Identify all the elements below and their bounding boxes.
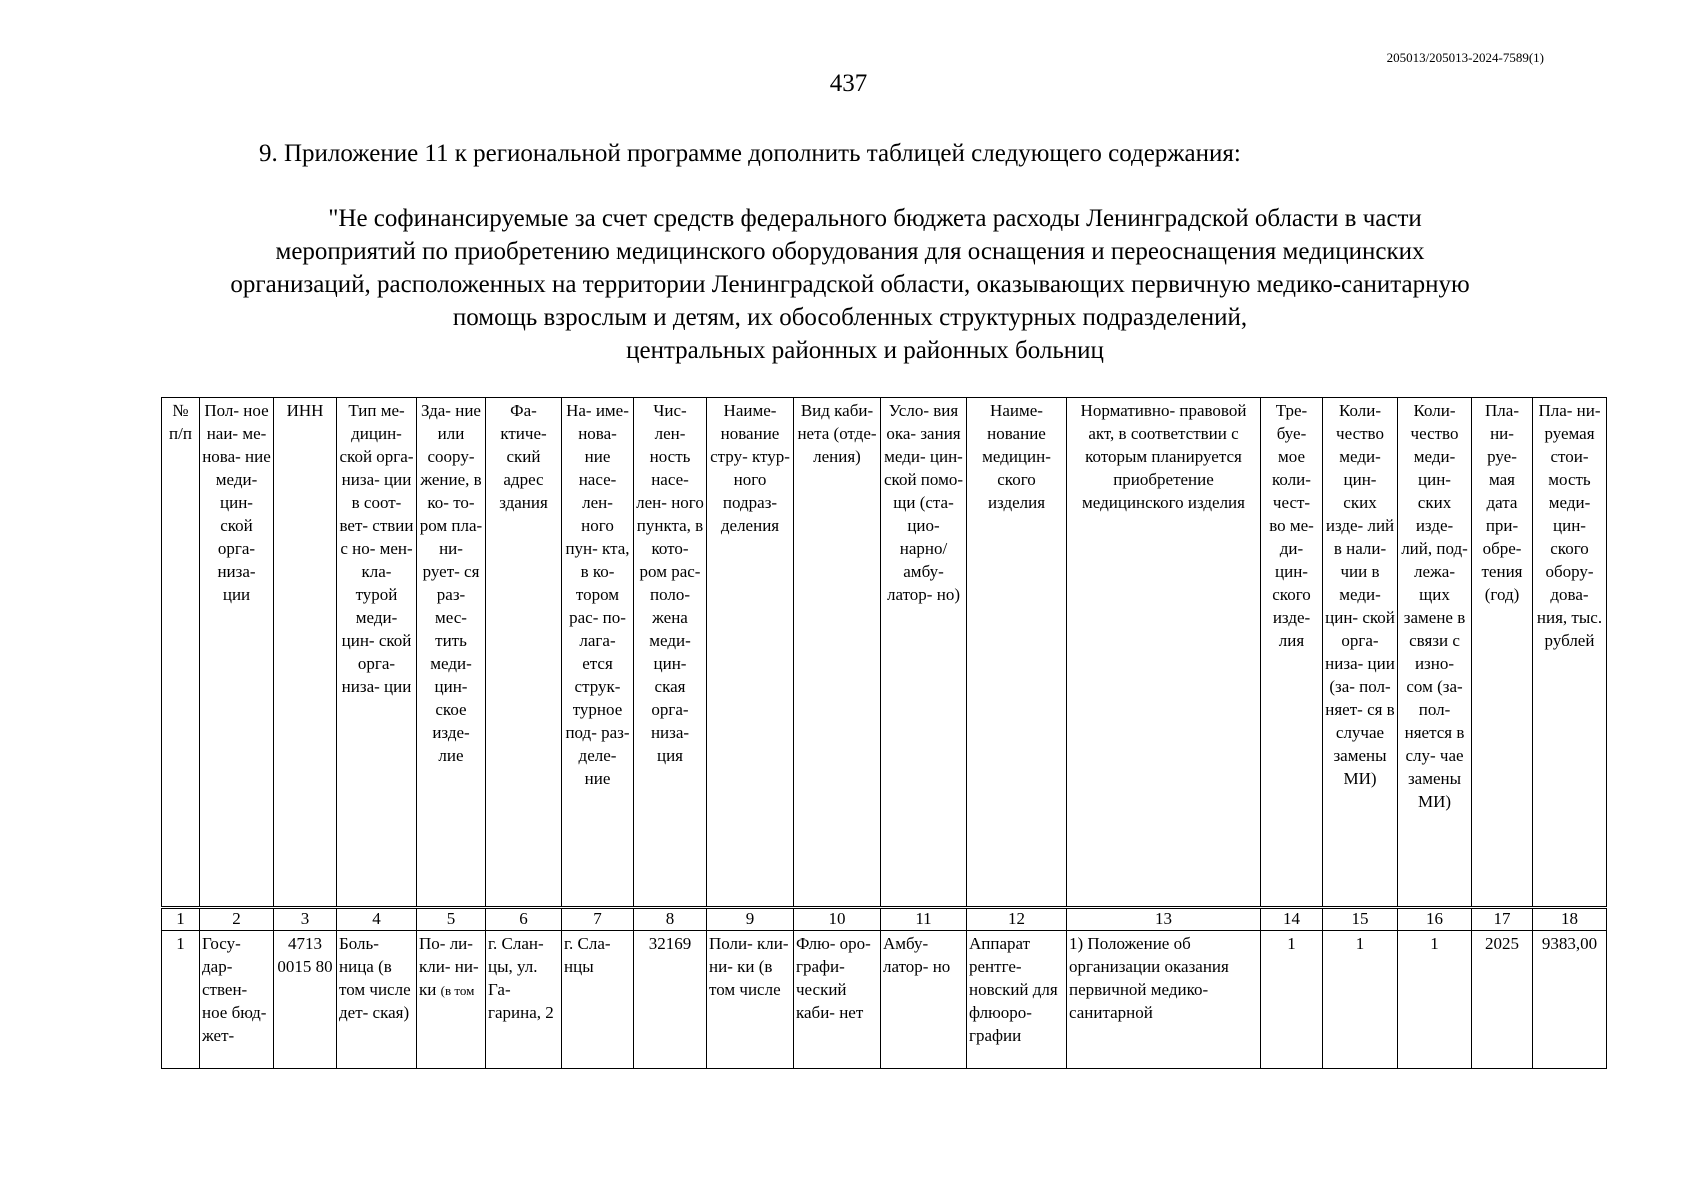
title-line: организаций, расположенных на территории Ленинградской области, оказывающих первичную медико-санитарную xyxy=(230,271,1470,298)
column-number: 11 xyxy=(881,908,967,931)
header-cell: Вид каби- нета (отде- ления) xyxy=(794,398,881,908)
cell-organization-type: Боль- ница (в том числе дет- ская) xyxy=(337,931,417,1069)
header-cell: На- име- нова- ние насе- лен- ного пун- кта, в ко- тором рас- по- лага- ется струк- турное под- раз- деле- ние xyxy=(562,398,634,908)
column-number: 13 xyxy=(1067,908,1261,931)
cell-inn: 4713 0015 80 xyxy=(274,931,337,1069)
cell-address: г. Слан- цы, ул. Га- гарина, 2 xyxy=(486,931,562,1069)
column-number: 1 xyxy=(162,908,200,931)
column-number-row xyxy=(162,908,1607,931)
cell-organization-name: Госу- дар- ствен- ное бюд- жет- xyxy=(200,931,274,1069)
header-cell: Наиме- нование стру- ктур- ного подраз- деления xyxy=(707,398,794,908)
cell-legal-act: 1) Положение об организации оказания первичной медико- санитарной xyxy=(1067,931,1261,1069)
cell-building-note: (в том xyxy=(440,983,475,998)
column-number: 3 xyxy=(274,908,337,931)
header-cell: Пла- ни- руе- мая дата при- обре- тения (год) xyxy=(1472,398,1533,908)
column-number: 15 xyxy=(1323,908,1398,931)
title-line: помощь взрослым и детям, их обособленных структурных подразделений, xyxy=(452,304,1248,331)
column-number: 17 xyxy=(1472,908,1533,931)
intro-paragraph: 9. Приложение 11 к региональной программе дополнить таблицей следующего содержания: xyxy=(259,140,1241,167)
cell-replace-qty: 1 xyxy=(1398,931,1472,1069)
cell-row-number: 1 xyxy=(162,931,200,1069)
header-cell: Зда- ние или соору- жение, в ко- то- ром пла- ни- рует- ся раз- мес- тить меди- цин- ское изде- лие xyxy=(417,398,486,908)
cell-purchase-year: 2025 xyxy=(1472,931,1533,1069)
header-cell: Пла- ни- руемая стои- мость меди- цин- ского обору- дова- ния, тыс. рублей xyxy=(1533,398,1607,908)
header-cell: Наиме- нование медицин- ского изделия xyxy=(967,398,1067,908)
header-cell: Усло- вия ока- зания меди- цин- ской помо- щи (ста- цио- нарно/ амбу- латор- но) xyxy=(881,398,967,908)
cell-population: 32169 xyxy=(634,931,707,1069)
column-number: 10 xyxy=(794,908,881,931)
header-cell: Нормативно- правовой акт, в соответствии с которым планируется приобретение медицинского изделия xyxy=(1067,398,1261,908)
cell-building-text: По- ли- кли- ни- ки xyxy=(419,934,479,999)
cell-room-type: Флю- оро- графи- ческий каби- нет xyxy=(794,931,881,1069)
column-number: 5 xyxy=(417,908,486,931)
page-number: 437 xyxy=(829,70,868,97)
title-line: центральных районных и районных больниц xyxy=(626,337,1104,364)
header-cell: Тип ме- дицин- ской орга- низа- ции в соот- вет- ствии с но- мен- кла- турой меди- цин- ской орга- низа- ции xyxy=(337,398,417,908)
document-id: 205013/205013-2024-7589(1) xyxy=(1386,50,1544,65)
header-cell: № п/п xyxy=(162,398,200,908)
column-number: 7 xyxy=(562,908,634,931)
cell-care-conditions: Амбу- латор- но xyxy=(881,931,967,1069)
header-cell: Чис- лен- ность насе- лен- ного пункта, в кото- ром рас- поло- жена меди- цин- ская орга- низа- ция xyxy=(634,398,707,908)
column-number: 6 xyxy=(486,908,562,931)
title-line: "Не софинансируемые за счет средств федерального бюджета расходы Ленинградской области в части xyxy=(328,205,1422,232)
header-cell: Тре- буе- мое коли- чест- во ме- ди- цин- ского изде- лия xyxy=(1261,398,1323,908)
column-number: 16 xyxy=(1398,908,1472,931)
table-row xyxy=(162,931,1607,1069)
cell-available-qty: 1 xyxy=(1323,931,1398,1069)
header-cell: ИНН xyxy=(274,398,337,908)
column-number: 18 xyxy=(1533,908,1607,931)
header-cell: Коли- чество меди- цин- ских изде- лий в нали- чии в меди- цин- ской орга- низа- ции (за- пол- няет- ся в случае замены МИ) xyxy=(1323,398,1398,908)
table-header-row xyxy=(162,398,1607,908)
header-cell: Пол- ное наи- ме- нова- ние меди- цин- ской орга- низа- ции xyxy=(200,398,274,908)
column-number: 4 xyxy=(337,908,417,931)
cell-subdivision: Поли- кли- ни- ки (в том числе xyxy=(707,931,794,1069)
table-title xyxy=(100,202,1600,367)
cell-device-name: Аппарат рентге- новский для флюоро- графии xyxy=(967,931,1067,1069)
cell-settlement: г. Сла- нцы xyxy=(562,931,634,1069)
header-cell: Фа- ктиче- ский адрес здания xyxy=(486,398,562,908)
title-line: мероприятий по приобретению медицинского оборудования для оснащения и переоснащения медицинских xyxy=(275,238,1425,265)
column-number: 9 xyxy=(707,908,794,931)
cell-building xyxy=(417,931,486,1069)
header-cell: Коли- чество меди- цин- ских изде- лий, под- лежа- щих замене в связи с изно- сом (за- пол- няется в слу- чае замены МИ) xyxy=(1398,398,1472,908)
equipment-table xyxy=(161,397,1607,1069)
column-number: 12 xyxy=(967,908,1067,931)
column-number: 2 xyxy=(200,908,274,931)
column-number: 14 xyxy=(1261,908,1323,931)
cell-planned-cost: 9383,00 xyxy=(1533,931,1607,1069)
cell-required-qty: 1 xyxy=(1261,931,1323,1069)
column-number: 8 xyxy=(634,908,707,931)
